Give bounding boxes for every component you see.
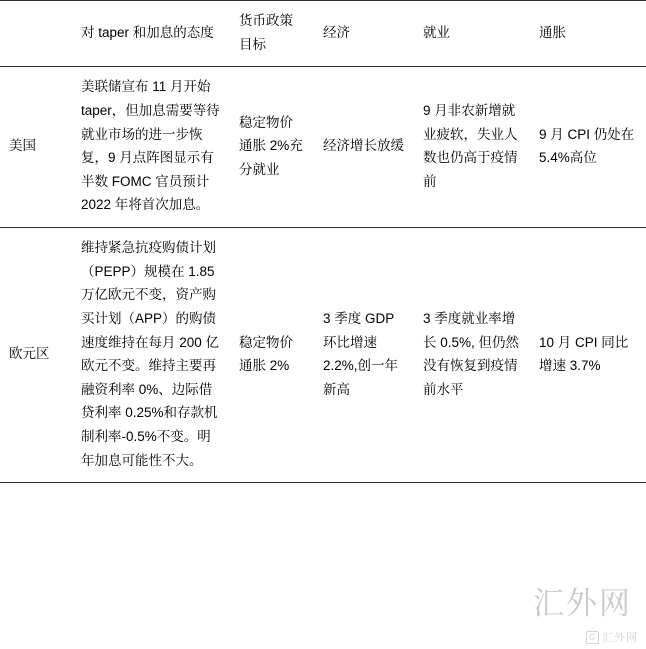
column-header-inflation: 通胀 — [530, 1, 646, 67]
cell-eu-policy — [230, 228, 314, 483]
cell-text: 经济增长放缓 — [323, 138, 404, 154]
cell-text: 9 月 CPI 仍处在 5.4%高位 — [539, 126, 639, 166]
cell-eu-economy — [314, 228, 414, 483]
cell-text: 3 季度 GDP 环比增速 2.2%,创一年新高 — [323, 310, 399, 397]
watermark-logo: 汇外网 — [533, 586, 632, 622]
cell-us-economy — [314, 67, 414, 228]
cell-eu-inflation — [530, 228, 646, 483]
watermark-badge-icon: G — [586, 631, 599, 644]
cell-text: 稳定物价通胀 2% — [239, 334, 293, 374]
column-header-employment: 就业 — [414, 1, 530, 67]
row-label-eurozone: 欧元区 — [0, 228, 72, 483]
cell-text: 美联储宣布 11 月开始 taper，但加息需要等待就业市场的进一步恢复，9 月点阵图显示有半数 FOMC 官员预计 2022 年将首次加息。 — [81, 79, 220, 213]
column-header-policy: 货币政策目标 — [230, 1, 314, 67]
cell-us-employment — [414, 67, 530, 228]
column-header-economy: 经济 — [314, 1, 414, 67]
watermark-footer — [586, 629, 638, 645]
cell-text: 9 月非农新增就业疲软，失业人数也仍高于疫情前 — [423, 102, 518, 189]
row-label-us: 美国 — [0, 67, 72, 228]
column-header-attitude: 对 taper 和加息的态度 — [72, 1, 230, 67]
table-header-row — [0, 1, 646, 67]
cell-us-attitude — [72, 67, 230, 228]
table-row — [0, 228, 646, 483]
cell-eu-employment — [414, 228, 530, 483]
table-row — [0, 67, 646, 228]
watermark-footer-label: 汇外网 — [602, 631, 638, 644]
column-header-region — [0, 1, 72, 67]
cell-text: 10 月 CPI 同比增速 3.7% — [539, 334, 629, 374]
cell-text: 维持紧急抗疫购债计划（PEPP）规模在 1.85 万亿欧元不变，资产购买计划（APP）的购债速度维持在每月 200 亿欧元不变。维持主要再融资利率 0%、边际借贷利率 0.25%和存款机制利率-0.5%不变。明年加息可能性不大。 — [81, 240, 220, 468]
cell-text: 3 季度就业率增长 0.5%, 但仍然没有恢复到疫情前水平 — [423, 310, 520, 397]
cell-eu-attitude — [72, 228, 230, 483]
cell-text: 稳定物价通胀 2%充分就业 — [239, 114, 303, 177]
cell-us-policy — [230, 67, 314, 228]
cell-us-inflation — [530, 67, 646, 228]
